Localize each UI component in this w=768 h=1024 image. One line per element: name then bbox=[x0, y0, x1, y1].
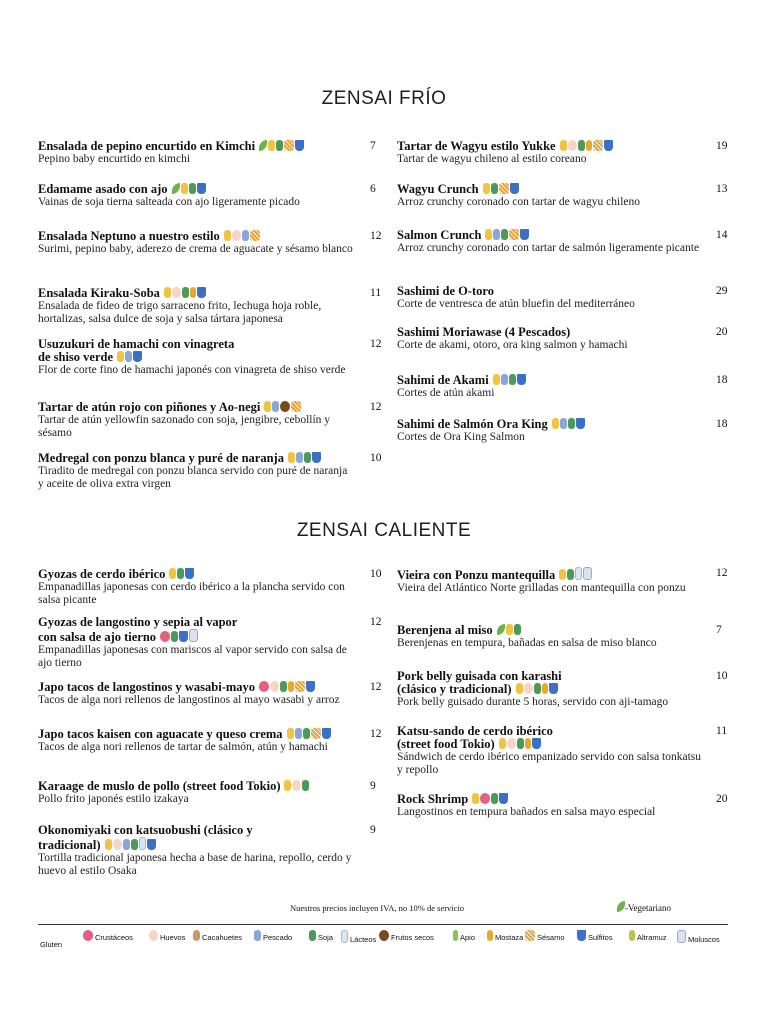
dish-name bbox=[38, 140, 353, 153]
legend-item bbox=[192, 930, 242, 942]
dish-name-text: Ensalada Neptuno a nuestro estilo bbox=[38, 229, 220, 243]
dish-name-text: Gyozas de cerdo ibérico bbox=[38, 567, 166, 581]
dish-name-text: Katsu-sando de cerdo ibérico (street food Tokio) bbox=[397, 724, 553, 751]
dish-name-text: Tartar de Wagyu estilo Yukke bbox=[397, 139, 556, 153]
dish-price: 20 bbox=[716, 326, 728, 338]
dish-price: 11 bbox=[716, 725, 728, 737]
dish-description: Tortilla tradicional japonesa hecha a base de harina, repollo, cerdo y huevo al estilo Osaka bbox=[38, 852, 352, 877]
legend-label: Apio bbox=[460, 933, 476, 942]
soy-icon bbox=[578, 140, 585, 151]
celery-icon bbox=[453, 930, 458, 941]
allergen-icons bbox=[471, 792, 508, 806]
dish-description: Cortes de atún akami bbox=[397, 387, 495, 399]
sulfites-icon bbox=[604, 140, 613, 151]
sulfites-icon bbox=[312, 452, 321, 463]
dish-price: 10 bbox=[716, 670, 728, 682]
wheat-icon bbox=[264, 401, 271, 412]
allergen-icons bbox=[223, 229, 260, 243]
dish-name bbox=[38, 728, 358, 741]
dish-description: Tartar de wagyu chileno al estilo coreano bbox=[397, 153, 587, 165]
dish-price: 18 bbox=[716, 374, 728, 386]
menu-item bbox=[38, 728, 358, 754]
legend-item bbox=[148, 930, 185, 942]
soy-icon bbox=[517, 738, 524, 749]
vegetarian-note bbox=[616, 901, 671, 913]
wheat-icon bbox=[105, 839, 112, 850]
allergen-icons bbox=[551, 417, 585, 431]
divider bbox=[38, 924, 728, 925]
dish-name-text: Berenjena al miso bbox=[397, 623, 493, 637]
dish-name bbox=[397, 793, 707, 806]
wheat-icon bbox=[268, 140, 275, 151]
mustard-icon bbox=[586, 140, 592, 151]
section-title-zensai-caliente: ZENSAI CALIENTE bbox=[296, 520, 472, 541]
mustard-icon bbox=[487, 930, 493, 941]
dish-name bbox=[397, 140, 707, 153]
sulfites-icon bbox=[510, 183, 519, 194]
dish-description: Empanadillas japonesas con cerdo ibérico a la plancha servido con salsa picante bbox=[38, 581, 345, 606]
allergen-icons bbox=[159, 630, 198, 644]
menu-item bbox=[38, 824, 358, 878]
leaf-icon bbox=[497, 624, 505, 635]
allergen-icons bbox=[258, 139, 304, 153]
legend-label: Pescado bbox=[263, 933, 293, 942]
dish-description: Cortes de Ora King Salmon bbox=[397, 431, 525, 443]
soy-icon bbox=[131, 839, 138, 850]
dish-price: 12 bbox=[370, 230, 382, 242]
leaf-icon bbox=[172, 183, 180, 194]
fish-icon bbox=[123, 839, 130, 850]
vegetarian-label: -Vegetariano bbox=[625, 903, 671, 913]
dish-description: Langostinos en tempura bañados en salsa mayo especial bbox=[397, 806, 656, 818]
allergen-icons bbox=[116, 350, 142, 364]
menu-item bbox=[397, 285, 707, 311]
dish-price: 19 bbox=[716, 140, 728, 152]
allergen-icons bbox=[515, 682, 558, 696]
allergen-icons bbox=[558, 568, 592, 582]
dish-name bbox=[397, 418, 707, 431]
sesame-icon bbox=[291, 401, 301, 412]
allergen-icons bbox=[168, 567, 194, 581]
sulfites-icon bbox=[295, 140, 304, 151]
legend-label: Sulfitos bbox=[588, 933, 613, 942]
wheat-icon bbox=[224, 230, 231, 241]
dish-description: Arroz crunchy coronado con tartar de salmón ligeramente picante bbox=[397, 242, 700, 254]
dish-name-text: Japo tacos kaisen con aguacate y queso crema bbox=[38, 727, 283, 741]
mustard-icon bbox=[525, 738, 531, 749]
dish-description: Ensalada de fideo de trigo sarraceno frito, lechuga hoja roble, hortalizas, salsa dulce de soja y salsa tártara japonesa bbox=[38, 300, 322, 325]
dish-name-text: Salmon Crunch bbox=[397, 228, 482, 242]
legend-label: Crustáceos bbox=[95, 933, 133, 942]
sulfites-icon bbox=[549, 683, 558, 694]
legend-label: Altramuz bbox=[637, 933, 667, 942]
legend-item bbox=[524, 930, 565, 942]
legend-label: Soja bbox=[318, 933, 334, 942]
wheat-icon bbox=[284, 780, 291, 791]
allergen-icons bbox=[263, 400, 301, 414]
legend-item bbox=[452, 930, 475, 942]
dish-price: 20 bbox=[716, 793, 728, 805]
fish-icon bbox=[254, 930, 261, 941]
fish-icon bbox=[242, 230, 249, 241]
menu-item bbox=[38, 338, 353, 377]
section-title-zensai-frio: ZENSAI FRÍO bbox=[321, 88, 447, 109]
dish-name bbox=[397, 567, 707, 582]
wheat-icon bbox=[472, 793, 479, 804]
allergen-icons bbox=[484, 228, 529, 242]
dish-price: 10 bbox=[370, 568, 382, 580]
egg-icon bbox=[568, 140, 577, 151]
legend-item bbox=[486, 930, 523, 942]
soy-icon bbox=[302, 780, 309, 791]
egg-icon bbox=[524, 683, 533, 694]
dish-name bbox=[38, 824, 358, 852]
egg-icon bbox=[292, 780, 301, 791]
soy-icon bbox=[567, 569, 574, 580]
menu-item bbox=[38, 616, 358, 670]
dish-name bbox=[38, 568, 358, 581]
wheat-icon bbox=[288, 452, 295, 463]
dish-description: Tacos de alga nori rellenos de langostinos al mayo wasabi y arroz bbox=[38, 694, 340, 706]
dish-price: 18 bbox=[716, 418, 728, 430]
mustard-icon bbox=[542, 683, 548, 694]
allergen-icons bbox=[283, 779, 309, 793]
soy-icon bbox=[177, 568, 184, 579]
dish-name-text: Sashimi Moriawase (4 Pescados) bbox=[397, 325, 571, 339]
sulfites-icon bbox=[185, 568, 194, 579]
dish-price: 12 bbox=[370, 401, 382, 413]
dish-name bbox=[38, 780, 358, 793]
shrimp-icon bbox=[259, 681, 269, 692]
mollusk-icon bbox=[583, 567, 592, 580]
dish-description: Berenjenas en tempura, bañadas en salsa de miso blanco bbox=[397, 637, 657, 649]
allergen-icons bbox=[286, 727, 331, 741]
legend-item bbox=[82, 930, 133, 942]
soy-icon bbox=[534, 683, 541, 694]
dish-name bbox=[38, 338, 353, 364]
sulfites-icon bbox=[577, 930, 586, 941]
dish-price: 9 bbox=[370, 824, 376, 836]
dish-name bbox=[397, 670, 707, 696]
legend-label: Mostaza bbox=[495, 933, 524, 942]
legend-label: Huevos bbox=[160, 933, 186, 942]
dish-description: Vieira del Atlántico Norte grilladas con mantequilla con ponzu bbox=[397, 582, 686, 594]
dish-description: Pork belly guisado durante 5 horas, servido con aji-tamago bbox=[397, 696, 669, 708]
mollusk-icon bbox=[677, 930, 686, 943]
legend-label: Cacahuetes bbox=[202, 933, 243, 942]
dish-description: Surimi, pepino baby, aderezo de crema de aguacate y sésamo blanco bbox=[38, 243, 353, 255]
dish-price: 6 bbox=[370, 183, 376, 195]
legend-label: Moluscos bbox=[688, 935, 720, 944]
lupin-icon bbox=[629, 930, 635, 941]
sulfites-icon bbox=[197, 183, 206, 194]
allergen-icons bbox=[287, 451, 321, 465]
dish-name bbox=[397, 229, 707, 242]
dish-price: 29 bbox=[716, 285, 728, 297]
soy-icon bbox=[280, 681, 287, 692]
dish-name bbox=[38, 452, 353, 465]
leaf-icon bbox=[617, 901, 625, 912]
sulfites-icon bbox=[147, 839, 156, 850]
wheat-icon bbox=[499, 738, 506, 749]
dish-name-text: Sahimi de Akami bbox=[397, 373, 489, 387]
dish-name-text: Medregal con ponzu blanca y puré de naranja bbox=[38, 451, 284, 465]
dish-name bbox=[38, 183, 353, 196]
sesame-icon bbox=[593, 140, 603, 151]
sesame-icon bbox=[509, 229, 519, 240]
dish-name bbox=[397, 725, 707, 751]
menu-item bbox=[397, 793, 707, 819]
legend-label: Sésamo bbox=[537, 933, 565, 942]
dish-name-text: Wagyu Crunch bbox=[397, 182, 479, 196]
dish-price: 9 bbox=[370, 780, 376, 792]
menu-item bbox=[397, 140, 707, 166]
mustard-icon bbox=[288, 681, 294, 692]
sulfites-icon bbox=[517, 374, 526, 385]
menu-item bbox=[397, 183, 707, 209]
shrimp-icon bbox=[83, 930, 93, 941]
dish-name-text: Ensalada Kiraku-Soba bbox=[38, 286, 160, 300]
dish-name bbox=[397, 285, 707, 298]
legend-item bbox=[378, 930, 434, 942]
soy-icon bbox=[189, 183, 196, 194]
legend-item bbox=[340, 930, 376, 944]
sesame-icon bbox=[311, 728, 321, 739]
wheat-icon bbox=[560, 140, 567, 151]
sulfites-icon bbox=[133, 351, 142, 362]
fish-icon bbox=[125, 351, 132, 362]
dish-description: Pepino baby encurtido en kimchi bbox=[38, 153, 191, 165]
sulfites-icon bbox=[306, 681, 315, 692]
legend-label: Lácteos bbox=[350, 935, 377, 944]
dish-price: 7 bbox=[370, 140, 376, 152]
menu-item bbox=[38, 230, 353, 256]
dish-name bbox=[397, 326, 707, 339]
menu-item bbox=[397, 624, 707, 650]
sesame-icon bbox=[525, 930, 535, 941]
wheat-icon bbox=[169, 568, 176, 579]
wheat-icon bbox=[493, 374, 500, 385]
legend-item bbox=[40, 940, 62, 949]
dish-name-text: Rock Shrimp bbox=[397, 792, 469, 806]
menu-item bbox=[397, 229, 707, 255]
sesame-icon bbox=[284, 140, 294, 151]
dish-description: Vainas de soja tierna salteada con ajo ligeramente picado bbox=[38, 196, 300, 208]
wheat-icon bbox=[516, 683, 523, 694]
sesame-icon bbox=[295, 681, 305, 692]
dish-description: Empanadillas japonesas con mariscos al vapor servido con salsa de ajo tierno bbox=[38, 644, 347, 669]
legend-label: Gluten bbox=[40, 940, 63, 949]
wheat-icon bbox=[559, 569, 566, 580]
menu-item bbox=[38, 287, 353, 326]
dish-name-text: Gyozas de langostino y sepia al vapor con salsa de ajo tierno bbox=[38, 615, 238, 644]
egg-icon bbox=[113, 839, 122, 850]
dish-description: Tiradito de medregal con ponzu blanca servido con puré de naranja y aceite de oliva extra virgen bbox=[38, 465, 348, 490]
soy-icon bbox=[171, 631, 178, 642]
allergen-icons bbox=[258, 680, 315, 694]
menu-item bbox=[38, 681, 358, 707]
dish-name bbox=[38, 616, 358, 644]
dish-name-text: Pork belly guisada con karashi (clásico y tradicional) bbox=[397, 669, 562, 696]
egg-icon bbox=[172, 287, 181, 298]
dish-name bbox=[38, 401, 353, 414]
soy-icon bbox=[491, 793, 498, 804]
dish-name-text: Karaage de muslo de pollo (street food Tokio) bbox=[38, 779, 281, 793]
dish-description: Tartar de atún yellowfin sazonado con soja, jengibre, cebollín y sésamo bbox=[38, 414, 331, 439]
sesame-icon bbox=[250, 230, 260, 241]
mustard-icon bbox=[190, 287, 196, 298]
dish-name-text: Ensalada de pepino encurtido en Kimchi bbox=[38, 139, 256, 153]
soy-icon bbox=[309, 930, 316, 941]
dish-description: Sándwich de cerdo ibérico empanizado servido con salsa tonkatsu y repollo bbox=[397, 751, 702, 776]
soy-icon bbox=[303, 728, 310, 739]
fish-icon bbox=[272, 401, 279, 412]
leaf-icon bbox=[259, 140, 267, 151]
dish-name-text: Japo tacos de langostinos y wasabi-mayo bbox=[38, 680, 256, 694]
dish-description: Pollo frito japonés estilo izakaya bbox=[38, 793, 189, 805]
menu-item bbox=[38, 780, 358, 806]
sulfites-icon bbox=[179, 631, 188, 642]
allergen-icons bbox=[482, 182, 519, 196]
dish-description: Tacos de alga nori rellenos de tartar de salmón, atún y hamachi bbox=[38, 741, 328, 753]
dish-name bbox=[397, 374, 707, 387]
dish-description: Arroz crunchy coronado con tartar de wagyu chileno bbox=[397, 196, 640, 208]
dish-price: 11 bbox=[370, 287, 382, 299]
dish-price: 10 bbox=[370, 452, 382, 464]
allergen-icons bbox=[559, 139, 613, 153]
soy-icon bbox=[568, 418, 575, 429]
legend-item bbox=[628, 930, 667, 942]
menu-item bbox=[38, 401, 353, 440]
soy-icon bbox=[501, 229, 508, 240]
fish-icon bbox=[493, 229, 500, 240]
fish-icon bbox=[296, 452, 303, 463]
soy-icon bbox=[276, 140, 283, 151]
dish-name bbox=[38, 287, 353, 300]
allergen-icons bbox=[492, 373, 526, 387]
menu-item bbox=[38, 452, 353, 491]
dish-name bbox=[397, 183, 707, 196]
dish-name-text: Okonomiyaki con katsuobushi (clásico y tradicional) bbox=[38, 823, 253, 852]
dish-price: 13 bbox=[716, 183, 728, 195]
dish-price: 12 bbox=[370, 728, 382, 740]
dish-price: 12 bbox=[370, 338, 382, 350]
dish-name-text: Edamame asado con ajo bbox=[38, 182, 168, 196]
egg-icon bbox=[270, 681, 279, 692]
dish-name-text: Sahimi de Salmón Ora King bbox=[397, 417, 548, 431]
soy-icon bbox=[509, 374, 516, 385]
sesame-icon bbox=[499, 183, 509, 194]
wheat-icon bbox=[483, 183, 490, 194]
nut-icon bbox=[379, 930, 389, 941]
egg-icon bbox=[149, 930, 158, 941]
legend-item bbox=[253, 930, 292, 942]
dish-name bbox=[38, 681, 358, 694]
dish-price: 7 bbox=[716, 624, 722, 636]
dish-name-text: Usuzukuri de hamachi con vinagreta de shiso verde bbox=[38, 337, 235, 364]
legend-item bbox=[676, 930, 720, 944]
dairy-icon bbox=[139, 837, 146, 850]
legend-label: Frutos secos bbox=[391, 933, 434, 942]
legend-item bbox=[576, 930, 613, 942]
menu-item bbox=[397, 670, 707, 709]
legend-item bbox=[308, 930, 333, 942]
dish-price: 14 bbox=[716, 229, 728, 241]
dish-description: Corte de akami, otoro, ora king salmon y hamachi bbox=[397, 339, 628, 351]
shrimp-icon bbox=[480, 793, 490, 804]
dish-description: Corte de ventresca de atún bluefin del mediterráneo bbox=[397, 298, 635, 310]
soy-icon bbox=[304, 452, 311, 463]
allergen-icons bbox=[496, 623, 521, 637]
sulfites-icon bbox=[520, 229, 529, 240]
dish-name bbox=[397, 624, 707, 637]
dairy-icon bbox=[575, 567, 582, 580]
soy-icon bbox=[514, 624, 521, 635]
dish-price: 12 bbox=[370, 616, 382, 628]
wheat-icon bbox=[552, 418, 559, 429]
nut-icon bbox=[280, 401, 290, 412]
sulfites-icon bbox=[322, 728, 331, 739]
soy-icon bbox=[491, 183, 498, 194]
menu-item bbox=[38, 568, 358, 607]
sulfites-icon bbox=[532, 738, 541, 749]
wheat-icon bbox=[485, 229, 492, 240]
fish-icon bbox=[560, 418, 567, 429]
wheat-icon bbox=[287, 728, 294, 739]
menu-item bbox=[397, 418, 707, 444]
mollusk-icon bbox=[189, 629, 198, 642]
soy-icon bbox=[182, 287, 189, 298]
menu-item bbox=[38, 183, 353, 209]
allergen-icons bbox=[171, 182, 206, 196]
menu-item bbox=[397, 326, 707, 352]
allergen-icons bbox=[104, 838, 156, 852]
allergen-icons bbox=[498, 737, 541, 751]
wheat-icon bbox=[181, 183, 188, 194]
price-note: Nuestros precios incluyen IVA, no 10% de servicio bbox=[290, 903, 465, 913]
dish-price: 12 bbox=[716, 567, 728, 579]
menu-item bbox=[397, 567, 707, 595]
fish-icon bbox=[501, 374, 508, 385]
allergen-icons bbox=[163, 286, 206, 300]
fish-icon bbox=[295, 728, 302, 739]
menu-item bbox=[38, 140, 353, 166]
dish-name-text: Vieira con Ponzu mantequilla bbox=[397, 568, 556, 582]
dish-description: Flor de corte fino de hamachi japonés con vinagreta de shiso verde bbox=[38, 364, 346, 376]
shrimp-icon bbox=[160, 631, 170, 642]
wheat-icon bbox=[117, 351, 124, 362]
sulfites-icon bbox=[499, 793, 508, 804]
peanut-icon bbox=[193, 930, 200, 941]
wheat-icon bbox=[164, 287, 171, 298]
menu-item bbox=[397, 374, 707, 400]
dairy-icon bbox=[341, 930, 348, 943]
sulfites-icon bbox=[576, 418, 585, 429]
dish-name-text: Tartar de atún rojo con piñones y Ao-negi bbox=[38, 400, 261, 414]
wheat-icon bbox=[506, 624, 513, 635]
egg-icon bbox=[232, 230, 241, 241]
dish-name-text: Sashimi de O-toro bbox=[397, 284, 494, 298]
egg-icon bbox=[507, 738, 516, 749]
sulfites-icon bbox=[197, 287, 206, 298]
menu-item bbox=[397, 725, 707, 777]
dish-name bbox=[38, 230, 353, 243]
dish-price: 12 bbox=[370, 681, 382, 693]
